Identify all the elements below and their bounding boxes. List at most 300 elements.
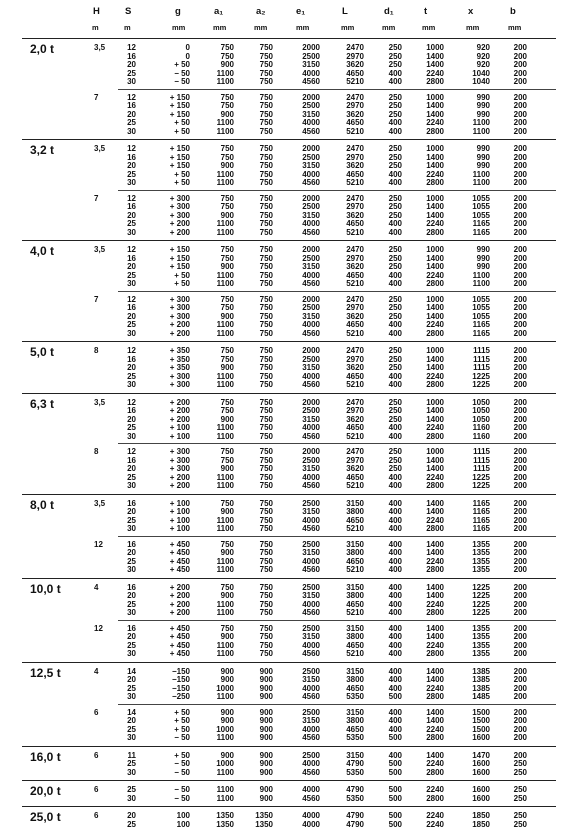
cell-t: 1400 — [418, 457, 444, 466]
group-divider — [22, 780, 556, 781]
cell-d1: 250 — [382, 356, 402, 365]
cell-d1: 400 — [382, 625, 402, 634]
cell-L: 5210 — [338, 433, 364, 442]
cell-d1: 250 — [382, 255, 402, 264]
cell-t: 2240 — [418, 786, 444, 795]
lift-height: 12 — [94, 540, 103, 549]
cell-g: + 50 — [148, 717, 190, 726]
cell-e1: 4000 — [294, 220, 320, 229]
lift-height: 3,5 — [94, 398, 105, 407]
cell-a2: 900 — [249, 685, 273, 694]
cell-g: + 50 — [148, 119, 190, 128]
cell-L: 2470 — [338, 145, 364, 154]
cell-d1: 400 — [382, 280, 402, 289]
cell-d1: 250 — [382, 145, 402, 154]
cell-b: 200 — [505, 272, 527, 281]
cell-S: 30 — [118, 609, 136, 618]
cell-x: 1600 — [466, 786, 490, 795]
header-x: x — [468, 6, 473, 17]
cell-d1: 250 — [382, 347, 402, 356]
cell-g: + 300 — [148, 373, 190, 382]
cell-a1: 1100 — [208, 525, 234, 534]
cell-S: 30 — [118, 525, 136, 534]
cell-x: 1055 — [466, 212, 490, 221]
cell-a2: 750 — [249, 313, 273, 322]
cell-L: 3800 — [338, 633, 364, 642]
cell-b: 200 — [505, 263, 527, 272]
cell-x: 1100 — [466, 119, 490, 128]
cell-S: 30 — [118, 650, 136, 659]
subgroup-divider — [118, 89, 556, 90]
cell-a1: 900 — [208, 508, 234, 517]
cell-L: 2470 — [338, 448, 364, 457]
cell-g: + 200 — [148, 601, 190, 610]
cell-d1: 400 — [382, 171, 402, 180]
cell-x: 1115 — [466, 347, 490, 356]
cell-x: 920 — [466, 53, 490, 62]
cell-a1: 1000 — [208, 726, 234, 735]
cell-a1: 900 — [208, 364, 234, 373]
cell-a2: 750 — [249, 296, 273, 305]
cell-g: + 100 — [148, 424, 190, 433]
table-row — [0, 280, 564, 289]
cell-a2: 750 — [249, 541, 273, 550]
cell-d1: 250 — [382, 313, 402, 322]
cell-L: 4650 — [338, 119, 364, 128]
header-a1: a₁ — [214, 6, 223, 17]
unit-a2: mm — [254, 23, 267, 32]
cell-S: 25 — [118, 321, 136, 330]
cell-L: 5350 — [338, 693, 364, 702]
cell-a2: 750 — [249, 650, 273, 659]
cell-a2: 900 — [249, 676, 273, 685]
cell-t: 1000 — [418, 145, 444, 154]
lift-height: 6 — [94, 751, 98, 760]
cell-b: 200 — [505, 407, 527, 416]
cell-L: 5350 — [338, 769, 364, 778]
cell-t: 2800 — [418, 433, 444, 442]
cell-t: 2800 — [418, 734, 444, 743]
cell-d1: 500 — [382, 786, 402, 795]
cell-S: 16 — [118, 457, 136, 466]
cell-S: 12 — [118, 145, 136, 154]
cell-a2: 750 — [249, 44, 273, 53]
cell-x: 1600 — [466, 795, 490, 804]
cell-a2: 750 — [249, 321, 273, 330]
cell-e1: 4560 — [294, 566, 320, 575]
cell-S: 30 — [118, 78, 136, 87]
cell-a1: 900 — [208, 263, 234, 272]
cell-d1: 400 — [382, 517, 402, 526]
cell-L: 2470 — [338, 347, 364, 356]
cell-S: 12 — [118, 94, 136, 103]
cell-e1: 2000 — [294, 195, 320, 204]
cell-b: 200 — [505, 448, 527, 457]
table-row — [0, 229, 564, 238]
cell-a2: 750 — [249, 255, 273, 264]
cell-d1: 400 — [382, 433, 402, 442]
subgroup-divider — [118, 620, 556, 621]
cell-e1: 2500 — [294, 102, 320, 111]
cell-e1: 2000 — [294, 347, 320, 356]
cell-g: + 450 — [148, 642, 190, 651]
group-divider — [22, 341, 556, 342]
cell-e1: 3150 — [294, 364, 320, 373]
cell-t: 2800 — [418, 280, 444, 289]
cell-b: 200 — [505, 171, 527, 180]
cell-e1: 3150 — [294, 676, 320, 685]
cell-L: 2970 — [338, 457, 364, 466]
cell-a2: 900 — [249, 726, 273, 735]
cell-e1: 4560 — [294, 330, 320, 339]
cell-g: + 450 — [148, 541, 190, 550]
group-divider — [22, 494, 556, 495]
cell-a2: 750 — [249, 102, 273, 111]
cell-e1: 4000 — [294, 812, 320, 821]
cell-b: 200 — [505, 558, 527, 567]
cell-b: 200 — [505, 61, 527, 70]
cell-t: 1000 — [418, 246, 444, 255]
cell-a2: 750 — [249, 566, 273, 575]
cell-t: 1000 — [418, 347, 444, 356]
cell-d1: 400 — [382, 229, 402, 238]
cell-b: 200 — [505, 246, 527, 255]
cell-g: + 100 — [148, 508, 190, 517]
cell-g: + 200 — [148, 584, 190, 593]
cell-d1: 400 — [382, 500, 402, 509]
cell-b: 200 — [505, 94, 527, 103]
table-row — [0, 482, 564, 491]
load-capacity: 10,0 t — [30, 582, 61, 596]
cell-g: + 200 — [148, 407, 190, 416]
cell-a2: 750 — [249, 592, 273, 601]
cell-L: 4650 — [338, 424, 364, 433]
cell-b: 200 — [505, 726, 527, 735]
cell-L: 5210 — [338, 482, 364, 491]
cell-t: 1400 — [418, 53, 444, 62]
cell-a1: 750 — [208, 94, 234, 103]
cell-g: + 50 — [148, 171, 190, 180]
cell-t: 2240 — [418, 424, 444, 433]
cell-g: + 150 — [148, 94, 190, 103]
cell-b: 200 — [505, 321, 527, 330]
cell-e1: 4000 — [294, 685, 320, 694]
cell-a2: 750 — [249, 330, 273, 339]
cell-L: 5210 — [338, 229, 364, 238]
cell-a2: 750 — [249, 111, 273, 120]
unit-a1: mm — [213, 23, 226, 32]
cell-g: + 200 — [148, 474, 190, 483]
cell-a2: 750 — [249, 381, 273, 390]
cell-d1: 400 — [382, 566, 402, 575]
cell-b: 200 — [505, 255, 527, 264]
cell-b: 200 — [505, 212, 527, 221]
cell-e1: 2500 — [294, 356, 320, 365]
cell-L: 3800 — [338, 549, 364, 558]
cell-t: 1400 — [418, 61, 444, 70]
cell-b: 200 — [505, 399, 527, 408]
subgroup-divider — [118, 291, 556, 292]
cell-g: + 450 — [148, 650, 190, 659]
cell-x: 1355 — [466, 633, 490, 642]
cell-x: 990 — [466, 255, 490, 264]
cell-S: 30 — [118, 566, 136, 575]
group-divider — [22, 806, 556, 807]
cell-e1: 4000 — [294, 760, 320, 769]
cell-S: 16 — [118, 584, 136, 593]
cell-a1: 1000 — [208, 760, 234, 769]
load-capacity: 3,2 t — [30, 143, 54, 157]
cell-a2: 750 — [249, 465, 273, 474]
cell-g: + 300 — [148, 448, 190, 457]
cell-L: 5350 — [338, 734, 364, 743]
cell-d1: 500 — [382, 795, 402, 804]
cell-x: 1100 — [466, 171, 490, 180]
cell-b: 200 — [505, 381, 527, 390]
cell-S: 14 — [118, 709, 136, 718]
cell-g: + 50 — [148, 128, 190, 137]
cell-d1: 400 — [382, 541, 402, 550]
cell-S: 20 — [118, 212, 136, 221]
cell-x: 990 — [466, 102, 490, 111]
cell-a2: 750 — [249, 584, 273, 593]
cell-S: 16 — [118, 53, 136, 62]
cell-g: + 200 — [148, 416, 190, 425]
header-b: b — [510, 6, 516, 17]
cell-a2: 750 — [249, 457, 273, 466]
lift-height: 3,5 — [94, 245, 105, 254]
cell-b: 200 — [505, 717, 527, 726]
cell-S: 12 — [118, 246, 136, 255]
cell-a1: 750 — [208, 356, 234, 365]
cell-L: 4650 — [338, 272, 364, 281]
cell-e1: 2500 — [294, 53, 320, 62]
cell-L: 5210 — [338, 128, 364, 137]
cell-d1: 400 — [382, 381, 402, 390]
cell-S: 30 — [118, 795, 136, 804]
cell-a2: 750 — [249, 203, 273, 212]
cell-S: 25 — [118, 272, 136, 281]
cell-g: + 450 — [148, 549, 190, 558]
cell-g: 0 — [148, 53, 190, 62]
cell-t: 1400 — [418, 212, 444, 221]
cell-d1: 250 — [382, 296, 402, 305]
table-row — [0, 128, 564, 137]
cell-x: 1160 — [466, 433, 490, 442]
cell-L: 5210 — [338, 525, 364, 534]
cell-b: 200 — [505, 525, 527, 534]
cell-t: 2800 — [418, 381, 444, 390]
cell-b: 200 — [505, 609, 527, 618]
cell-L: 3800 — [338, 592, 364, 601]
cell-a1: 750 — [208, 44, 234, 53]
cell-g: − 50 — [148, 760, 190, 769]
cell-x: 1385 — [466, 685, 490, 694]
cell-b: 200 — [505, 508, 527, 517]
cell-e1: 4560 — [294, 769, 320, 778]
cell-d1: 500 — [382, 760, 402, 769]
cell-S: 20 — [118, 812, 136, 821]
cell-t: 1400 — [418, 154, 444, 163]
cell-t: 1400 — [418, 356, 444, 365]
group-divider — [22, 139, 556, 140]
cell-e1: 3150 — [294, 162, 320, 171]
cell-g: − 50 — [148, 795, 190, 804]
cell-e1: 3150 — [294, 633, 320, 642]
cell-L: 3150 — [338, 584, 364, 593]
load-capacity: 2,0 t — [30, 42, 54, 56]
cell-e1: 2500 — [294, 154, 320, 163]
cell-g: + 50 — [148, 709, 190, 718]
cell-a1: 900 — [208, 313, 234, 322]
cell-x: 1100 — [466, 272, 490, 281]
cell-b: 200 — [505, 347, 527, 356]
cell-S: 16 — [118, 500, 136, 509]
cell-x: 1165 — [466, 330, 490, 339]
cell-x: 1050 — [466, 416, 490, 425]
cell-a2: 750 — [249, 525, 273, 534]
cell-e1: 2500 — [294, 625, 320, 634]
table-row — [0, 525, 564, 534]
cell-x: 1055 — [466, 203, 490, 212]
cell-L: 4650 — [338, 70, 364, 79]
cell-g: + 300 — [148, 212, 190, 221]
load-capacity: 16,0 t — [30, 750, 61, 764]
header-g: g — [175, 6, 181, 17]
cell-a2: 750 — [249, 145, 273, 154]
cell-a1: 1100 — [208, 330, 234, 339]
cell-S: 30 — [118, 179, 136, 188]
cell-g: + 200 — [148, 609, 190, 618]
cell-d1: 400 — [382, 558, 402, 567]
cell-S: 20 — [118, 633, 136, 642]
cell-g: + 300 — [148, 296, 190, 305]
cell-e1: 4000 — [294, 70, 320, 79]
lift-height: 4 — [94, 667, 98, 676]
cell-t: 2800 — [418, 179, 444, 188]
cell-x: 1850 — [466, 821, 490, 829]
cell-d1: 250 — [382, 162, 402, 171]
cell-L: 2470 — [338, 399, 364, 408]
cell-a1: 900 — [208, 465, 234, 474]
cell-L: 4650 — [338, 685, 364, 694]
cell-x: 1115 — [466, 448, 490, 457]
cell-e1: 2000 — [294, 399, 320, 408]
cell-a2: 750 — [249, 220, 273, 229]
cell-b: 200 — [505, 650, 527, 659]
cell-e1: 4560 — [294, 525, 320, 534]
cell-t: 1000 — [418, 296, 444, 305]
table-row — [0, 330, 564, 339]
cell-S: 20 — [118, 549, 136, 558]
cell-S: 16 — [118, 541, 136, 550]
cell-a2: 750 — [249, 280, 273, 289]
cell-t: 2800 — [418, 482, 444, 491]
cell-g: + 150 — [148, 263, 190, 272]
cell-e1: 2500 — [294, 752, 320, 761]
cell-d1: 400 — [382, 676, 402, 685]
cell-e1: 2000 — [294, 246, 320, 255]
cell-x: 990 — [466, 145, 490, 154]
lift-height: 7 — [94, 93, 98, 102]
cell-d1: 400 — [382, 633, 402, 642]
cell-t: 1400 — [418, 541, 444, 550]
cell-e1: 3150 — [294, 508, 320, 517]
cell-b: 200 — [505, 280, 527, 289]
subgroup-divider — [118, 704, 556, 705]
cell-g: − 50 — [148, 78, 190, 87]
cell-x: 1355 — [466, 558, 490, 567]
cell-t: 1400 — [418, 709, 444, 718]
cell-t: 1400 — [418, 407, 444, 416]
cell-a1: 750 — [208, 399, 234, 408]
cell-g: + 450 — [148, 566, 190, 575]
cell-L: 2970 — [338, 53, 364, 62]
cell-S: 25 — [118, 760, 136, 769]
cell-d1: 250 — [382, 61, 402, 70]
cell-t: 1400 — [418, 500, 444, 509]
cell-L: 3620 — [338, 416, 364, 425]
cell-e1: 3150 — [294, 592, 320, 601]
cell-d1: 250 — [382, 94, 402, 103]
cell-g: + 100 — [148, 500, 190, 509]
cell-x: 1600 — [466, 760, 490, 769]
cell-b: 200 — [505, 549, 527, 558]
cell-S: 20 — [118, 676, 136, 685]
cell-L: 3620 — [338, 465, 364, 474]
cell-g: + 50 — [148, 726, 190, 735]
cell-b: 200 — [505, 102, 527, 111]
table-row — [0, 821, 564, 829]
cell-t: 2800 — [418, 795, 444, 804]
load-capacity: 4,0 t — [30, 244, 54, 258]
cell-a1: 750 — [208, 145, 234, 154]
lift-height: 7 — [94, 194, 98, 203]
table-row — [0, 433, 564, 442]
cell-e1: 4000 — [294, 272, 320, 281]
cell-a2: 750 — [249, 448, 273, 457]
cell-S: 12 — [118, 195, 136, 204]
cell-d1: 400 — [382, 709, 402, 718]
cell-a1: 750 — [208, 500, 234, 509]
cell-S: 20 — [118, 111, 136, 120]
cell-L: 4650 — [338, 373, 364, 382]
cell-a1: 750 — [208, 457, 234, 466]
cell-e1: 4000 — [294, 821, 320, 829]
cell-e1: 4000 — [294, 726, 320, 735]
header-S: S — [125, 6, 131, 17]
cell-t: 1400 — [418, 162, 444, 171]
cell-S: 16 — [118, 304, 136, 313]
lift-height: 12 — [94, 624, 103, 633]
cell-L: 3150 — [338, 625, 364, 634]
cell-b: 200 — [505, 482, 527, 491]
cell-d1: 250 — [382, 465, 402, 474]
cell-a1: 750 — [208, 304, 234, 313]
cell-t: 2800 — [418, 525, 444, 534]
cell-L: 2970 — [338, 255, 364, 264]
cell-d1: 400 — [382, 717, 402, 726]
cell-e1: 2000 — [294, 145, 320, 154]
cell-t: 2800 — [418, 769, 444, 778]
cell-L: 2970 — [338, 407, 364, 416]
cell-a2: 900 — [249, 760, 273, 769]
cell-b: 200 — [505, 229, 527, 238]
cell-L: 3150 — [338, 500, 364, 509]
cell-x: 1385 — [466, 676, 490, 685]
cell-a1: 1100 — [208, 171, 234, 180]
cell-L: 4650 — [338, 642, 364, 651]
